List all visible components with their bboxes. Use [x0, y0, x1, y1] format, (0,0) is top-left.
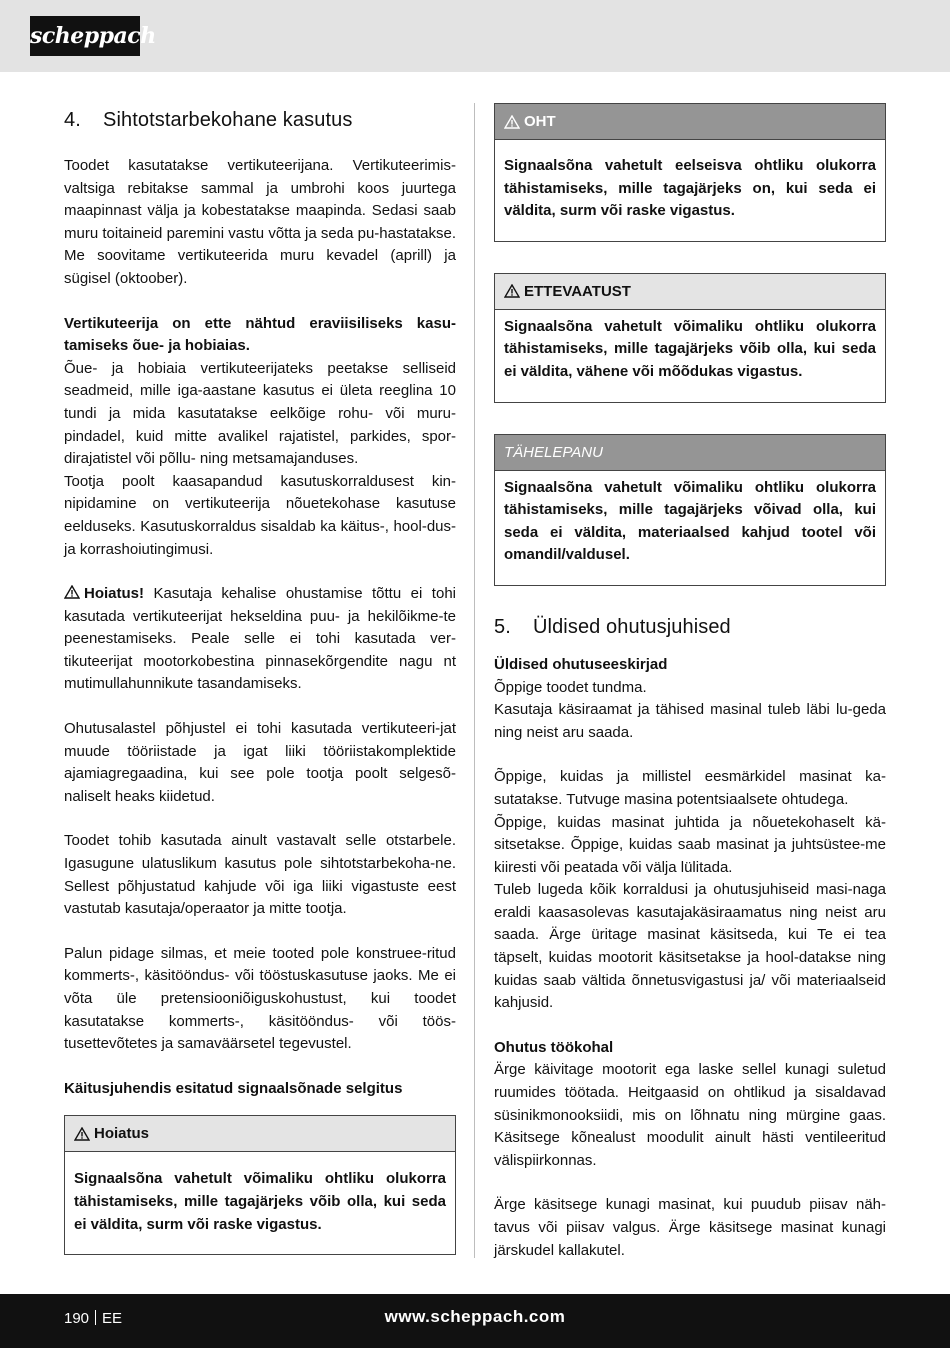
section-number: 4.	[64, 109, 81, 131]
subheading: Ohutus töökohal	[494, 1038, 614, 1056]
section-title: Üldised ohutusjuhised	[533, 615, 731, 638]
section-4-heading	[64, 103, 456, 137]
warning-triangle-icon	[64, 585, 80, 599]
right-column	[494, 103, 886, 1262]
oht-box-body	[495, 140, 885, 241]
warning-label: Hoiatus!	[84, 585, 144, 603]
ettevaatust-box	[494, 273, 886, 403]
oht-box	[494, 103, 886, 242]
page-number-value: 190	[64, 1310, 90, 1327]
paragraph-bold: Käitusjuhendis esitatud signaalsõnade selgitus	[64, 1079, 403, 1097]
paragraph: Ärge käivitage mootorit ega laske sellel kunagi suletud ruumides töötada. Heitgaasid on ohtlikud ja sisaldavad süsinikmonooksiidi, mis on lõhnatu ning mürgine gaas. Käsitsege kõnealust moodulit ainult hästi ventileeritud välispiirkonnas.	[494, 1061, 886, 1169]
paragraph: Ohutusalastel põhjustel ei tohi kasutada vertikuteeri-jat muude tööriistade ja igat liiki tööriistakomplektide ajamiagregaadina, kui see pole tootja poolt selgesõ-naliselt heaks kiidetud.	[64, 720, 456, 805]
warning-triangle-icon	[74, 1127, 90, 1141]
page-footer	[0, 1294, 950, 1348]
paragraph: Õppige, kuidas masinat juhtida ja nõuetekohaselt kä-sitsetakse. Õppige, kuidas saab masinat ja juhtsüstee-me kiiresti või peatada või välja lülitada.	[494, 813, 886, 876]
box-title: ETTEVAATUST	[524, 282, 631, 300]
box-text: Signaalsõna vahetult eelseisva ohtliku olukorra tähistamiseks, mille tagajärjeks on, kui seda ei väldita, surm või raske vigastus.	[504, 157, 876, 220]
section-number: 5.	[494, 615, 511, 638]
tahelepanu-box-body	[495, 471, 885, 585]
hoiatus-box	[64, 1115, 456, 1255]
column-divider	[474, 103, 475, 1258]
paragraph: Toodet tohib kasutada ainult vastavalt selle otstarbele. Igasugune ulatuslikum kasutus pole sihtotstarbekoha-ne. Sellest põhjustatud kahjude või iga liiki vigastuste eest vastutab kasutaja/operaator ja mitte tootja.	[64, 832, 456, 918]
oht-box-header	[495, 104, 885, 140]
warning-paragraph	[64, 583, 456, 696]
paragraph: Ärge käsitsege kunagi masinat, kui puudub piisav näh-tavus või piisav valgus. Ärge käsitsege masinat kunagi järskudel kallakutel.	[494, 1196, 886, 1259]
paragraph: Kasutaja käsiraamat ja tähised masinal tuleb läbi lu-geda ning neist aru saada.	[494, 701, 886, 741]
subheading: Üldised ohutuseeskirjad	[494, 655, 668, 673]
left-column	[64, 103, 456, 1255]
box-text: Signaalsõna vahetult võimaliku ohtliku olukorra tähistamiseks, mille tagajärjeks võib olla, kui seda ei väldita, vähene või mõõdukas vigastus.	[504, 317, 876, 380]
box-title: TÄHELEPANU	[504, 443, 603, 461]
paragraph: Õppige toodet tundma.	[494, 678, 647, 696]
ettevaatust-box-body	[495, 310, 885, 402]
paragraph: Palun pidage silmas, et meie tooted pole konstruee-ritud kommerts-, käsitööndus- või tööstuskasutuse jaoks. Me ei võta üle pretensiooniõiguskohustust, kui toodet kasutatakse kommerts-, käsitööndus- või töös-tusettevõtetes ja samaväärsetel tegevustel.	[64, 944, 456, 1053]
box-text: Signaalsõna vahetult võimaliku ohtliku olukorra tähistamiseks, mille tagajärjeks võivad olla, kui seda ei väldita, materiaalsed kahjud tootel või omandil/valdusel.	[504, 478, 876, 564]
warning-text: Kasutaja kehalise ohustamise tõttu ei tohi kasutada vertikuteerijat hekseldina puu- ja hekilõikme-te peenestamiseks. Peale selle ei tohi kasutada ver-tikuteerijat mootorkobestina pinnasekõrgendite nagu nt mutimullahunnikute tasandamiseks.	[64, 585, 456, 693]
page-header	[0, 0, 950, 72]
language-code: EE	[102, 1310, 123, 1327]
paragraph: Tootja poolt kaasapandud kasutuskorraldusest kin-nipidamine on vertikuteerija nõuetekohase kasutuse eelduseks. Kasutuskorraldus sisaldab ka käitus-, hool-dus- ja korrashoiutingimusi.	[64, 472, 456, 558]
scheppach-logo: scheppach	[30, 16, 140, 56]
paragraph: Toodet kasutatakse vertikuteerijana. Vertikuteerimis-valtsiga rebitakse sammal ja umbrohi koos juurtega maapinnast välja ja kobestatakse maapinda. Sedasi saab muru toitaineid paremini vastu võtta ja seda pu-hastatakse. Me soovitame vertikuteerida muru kevadel (aprill) ja sügisel (oktoober).	[64, 157, 456, 287]
tahelepanu-box	[494, 434, 886, 586]
website-url: www.scheppach.com	[384, 1307, 566, 1326]
box-text: Signaalsõna vahetult võimaliku ohtliku olukorra tähistamiseks, mille tagajärjeks võib olla, kui seda ei väldita, surm või raske vigastus.	[74, 1170, 446, 1233]
box-title: Hoiatus	[94, 1125, 150, 1143]
paragraph: Tuleb lugeda kõik korraldusi ja ohutusjuhiseid masi-naga eraldi kaasasolevas kasutajakäsiraamatus ning neist aru saada. Ärge üritage masinat käsitseda, kui Te ei tea täpselt, kuidas mootorit käsitsetakse ja hool-datakse ning kuidas saab vältida õnnetusvigastusi ja/ või materiaalseid kahjusid.	[494, 881, 886, 1012]
tahelepanu-box-header	[495, 435, 885, 471]
ettevaatust-box-header	[495, 274, 885, 310]
hoiatus-box-header	[65, 1116, 455, 1152]
paragraph: Õppige, kuidas ja millistel eesmärkidel masinat ka-sutatakse. Tutvuge masina potentsiaalsete ohtudega.	[494, 768, 886, 808]
section-5-heading	[494, 610, 886, 644]
paragraph-bold: Vertikuteerija on ette nähtud eraviisiliseks kasu-tamiseks õue- ja hobiaias.	[64, 314, 456, 355]
paragraph: Õue- ja hobiaia vertikuteerijateks peetakse selliseid seadmeid, mille iga-aastane kasutus ei ületa reeglina 10 tundi ja mida kasutatakse eelkõige rohu- või muru-pindadel, kuid mitte avalikel rajatistel, parkides, spor-dirajatistel või põllu- ning metsamajanduses.	[64, 359, 456, 468]
warning-triangle-icon	[504, 284, 520, 298]
warning-triangle-icon	[504, 115, 520, 129]
hoiatus-box-body	[65, 1152, 455, 1254]
box-title: OHT	[524, 113, 556, 130]
section-title: Sihtotstarbekohane kasutus	[103, 109, 353, 131]
